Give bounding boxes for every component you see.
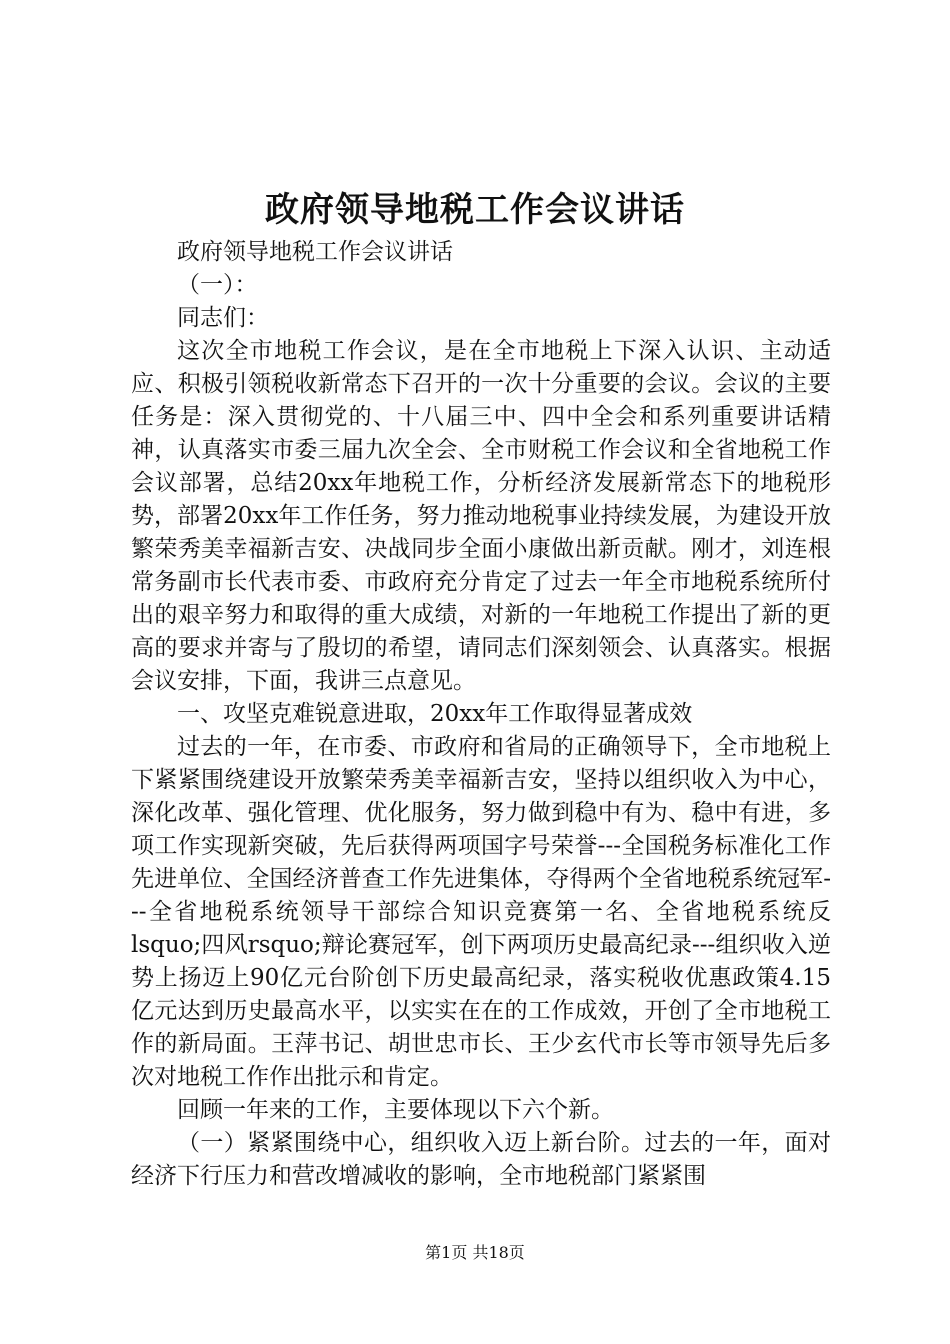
body-paragraph: 过去的一年，在市委、市政府和省局的正确领导下，全市地税上下紧紧围绕建设开放繁荣秀美幸福新吉安，坚持以组织收入为中心，深化改革、强化管理、优化服务，努力做到稳中有为、稳中有进，多项工作实现新突破，先后获得两项国字号荣誉---全国税务标准化工作先进单位、全国经济普查工作先进集体，夺得两个全省地税系统冠军---全省地税系统领导干部综合知识竞赛第一名、全省地税系统反lsquo;四风rsquo;辩论赛冠军，创下两项历史最高纪录---组织收入逆势上扬迈上90亿元台阶创下历史最高纪录，落实税收优惠政策4.15亿元达到历史最高水平，以实实在在的工作成效，开创了全市地税工作的新局面。王萍书记、胡世忠市长、王少玄代市长等市领导先后多次对地税工作作出批示和肯定。: [131, 734, 831, 1090]
body-paragraph: （一）紧紧围绕中心，组织收入迈上新台阶。过去的一年，面对经济下行压力和营改增减收的影响，全市地税部门紧紧围: [131, 1130, 831, 1189]
page-footer: 第1页 共18页: [425, 1243, 525, 1262]
salutation-paragraph: 同志们：: [177, 305, 269, 331]
body-paragraph: 回顾一年来的工作，主要体现以下六个新。: [177, 1097, 614, 1123]
section-heading-paragraph: 一、攻坚克难锐意进取，20xx年工作取得显著成效: [177, 701, 693, 727]
section-marker-paragraph: （一）：: [177, 272, 258, 298]
subtitle-paragraph: 政府领导地税工作会议讲话: [177, 239, 453, 265]
document-title: 政府领导地税工作会议讲话: [265, 190, 685, 230]
body-paragraph: 这次全市地税工作会议，是在全市地税上下深入认识、主动适应、积极引领税收新常态下召开的一次十分重要的会议。会议的主要任务是：深入贯彻党的、十八届三中、四中全会和系列重要讲话精神，认真落实市委三届九次全会、全市财税工作会议和全省地税工作会议部署，总结20xx年地税工作，分析经济发展新常态下的地税形势，部署20xx年工作任务，努力推动地税事业持续发展，为建设开放繁荣秀美幸福新吉安、决战同步全面小康做出新贡献。刚才，刘连根常务副市长代表市委、市政府充分肯定了过去一年全市地税系统所付出的艰辛努力和取得的重大成绩，对新的一年地税工作提出了新的更高的要求并寄与了殷切的希望，请同志们深刻领会、认真落实。根据会议安排，下面，我讲三点意见。: [131, 338, 831, 694]
document-body: [131, 236, 831, 1193]
